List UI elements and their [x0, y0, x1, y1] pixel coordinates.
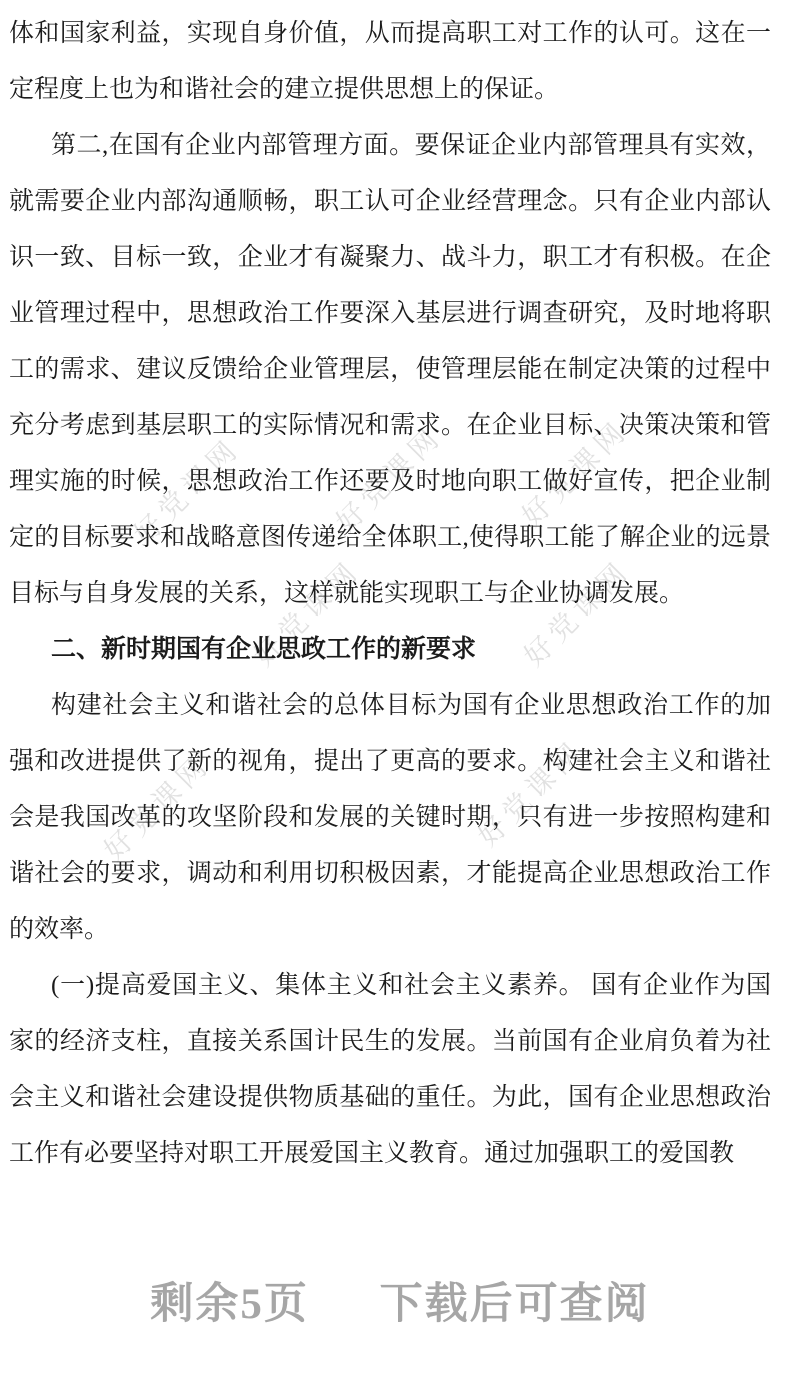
watermark-text: 好党课网	[472, 734, 591, 853]
watermark-text: 好党课网	[128, 432, 247, 551]
pagination-notice	[0, 1270, 800, 1331]
paragraph: 构建社会主义和谐社会的总体目标为国有企业思想政治工作的加强和改进提供了新的视角，提出了更高的要求。构建社会主义和谐社会是我国改革的攻坚阶段和发展的关键时期，只有进一步按照构建和谐社会的要求，调动和利用切积极因素，才能提高企业思想政治工作的效率。	[9, 692, 771, 943]
watermark-text: 好党课网	[98, 748, 217, 867]
watermark-text: 好党课网	[330, 420, 449, 539]
document-content	[9, 6, 771, 1182]
paragraph-continuation: 体和国家利益，实现自身价值，从而提高职工对工作的认可。这在一定程度上也为和谐社会的建立提供思想上的保证。	[9, 20, 771, 103]
pages-remaining-label: 剩余5页	[150, 1281, 309, 1328]
watermark-text: 好党课网	[248, 554, 367, 673]
watermark-text: 好党课网	[516, 414, 635, 533]
watermark-text: 好党课网	[518, 554, 637, 673]
section-heading: 二、新时期国有企业思政工作的新要求	[51, 636, 477, 663]
download-note-label: 下载后可查阅	[379, 1281, 650, 1328]
paragraph: 第二,在国有企业内部管理方面。要保证企业内部管理具有实效，就需要企业内部沟通顺畅，职工认可企业经营理念。只有企业内部认识一致、目标一致，企业才有凝聚力、战斗力，职工才有积极。在企业管理过程中，思想政治工作要深入基层进行调查研究，及时地将职工的需求、建议反馈给企业管理层，使管理层能在制定决策的过程中充分考虑到基层职工的实际情况和需求。在企业目标、决策决策和管理实施的时候，思想政治工作还要及时地向职工做好宣传，把企业制定的目标要求和战略意图传递给全体职工,使得职工能了解企业的远景目标与自身发展的关系，这样就能实现职工与企业协调发展。	[9, 132, 771, 607]
paragraph: (一)提高爱国主义、集体主义和社会主义素养。 国有企业作为国家的经济支柱，直接关系国计民生的发展。当前国有企业肩负着为社会主义和谐社会建设提供物质基础的重任。为此，国有企业思想政治工作有必要坚持对职工开展爱国主义教育。通过加强职工的爱国教	[9, 972, 771, 1167]
